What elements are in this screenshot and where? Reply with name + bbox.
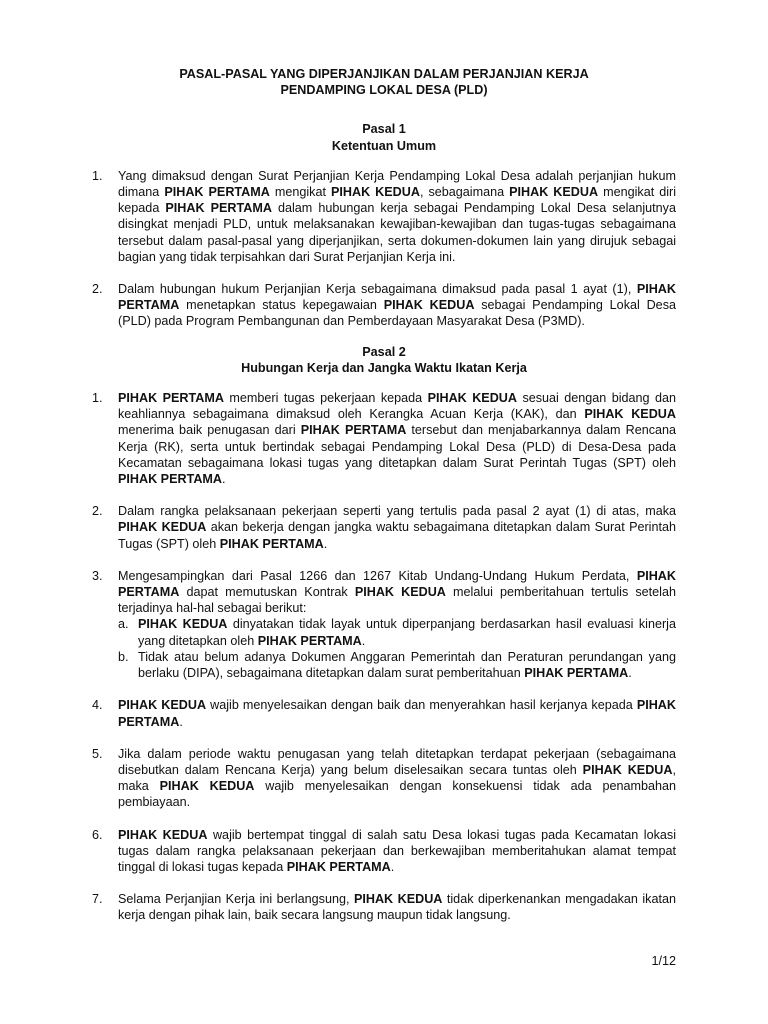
party-name: PIHAK PERTAMA — [118, 698, 676, 729]
pasal-2-item-6 — [92, 827, 676, 876]
item-text: PIHAK PERTAMA memberi tugas pekerjaan kepada PIHAK KEDUA sesuai dengan bidang dan keahliannya sebagaimana dimaksud oleh Kerangka Acuan Kerja (KAK), dan PIHAK KEDUA menerima baik penugasan dari PIHAK PERTAMA tersebut dan menjabarkannya dalam Rencana Kerja (RK), serta untuk bertindak sebagai Pendamping Lokal Desa (PLD) di Desa-Desa pada Kecamatan sebagaimana lokasi tugas yang ditetapkan dalam Surat Perintah Tugas (SPT) oleh PIHAK PERTAMA. — [118, 391, 677, 487]
sub-item-label: a. — [118, 617, 129, 632]
item-text: Selama Perjanjian Kerja ini berlangsung, PIHAK KEDUA tidak diperkenankan mengadakan ikatan kerja dengan pihak lain, baik secara langsung maupun tidak langsung. — [118, 892, 676, 923]
pasal-1-item-2 — [92, 281, 676, 330]
party-name: PIHAK PERTAMA — [257, 633, 362, 648]
item-text: Dalam rangka pelaksanaan pekerjaan seperti yang tertulis pada pasal 2 ayat (1) di atas, maka PIHAK KEDUA akan bekerja dengan jangka waktu sebagaimana ditetapkan dalam Surat Perintah Tugas (SPT) oleh PIHAK PERTAMA. — [118, 504, 676, 551]
item-number: 4. — [92, 698, 103, 713]
pasal-2-item-5 — [92, 746, 676, 811]
document-title-line-2: PENDAMPING LOKAL DESA (PLD) — [280, 83, 488, 98]
party-name: PIHAK KEDUA — [330, 185, 420, 200]
item-text: Dalam hubungan hukum Perjanjian Kerja sebagaimana dimaksud pada pasal 1 ayat (1), PIHAK PERTAMA menetapkan status kepegawaian PIHAK KEDUA sebagai Pendamping Lokal Desa (PLD) pada Program Pembangunan dan Pemberdayaan Masyarakat Desa (P3MD). — [118, 282, 676, 329]
party-name: PIHAK KEDUA — [383, 298, 475, 313]
item-number: 6. — [92, 827, 103, 842]
pasal-1-item-1 — [92, 168, 676, 265]
item-number: 2. — [92, 504, 103, 519]
sub-item-text: PIHAK KEDUA dinyatakan tidak layak untuk diperpanjang berdasarkan hasil evaluasi kinerja yang ditetapkan oleh PIHAK PERTAMA. — [138, 617, 676, 648]
pasal-2-item-1 — [92, 390, 676, 487]
party-name: PIHAK KEDUA — [354, 585, 446, 600]
pasal-2-subheading: Hubungan Kerja dan Jangka Waktu Ikatan Kerja — [241, 360, 527, 375]
pasal-1-subheading: Ketentuan Umum — [331, 138, 437, 153]
party-name: PIHAK KEDUA — [584, 407, 676, 422]
pasal-2-item-7 — [92, 891, 676, 923]
pasal-2-heading: Pasal 2 — [362, 344, 406, 359]
item-text: Jika dalam periode waktu penugasan yang telah ditetapkan terdapat pekerjaan (sebagaimana disebutkan dalam Rencana Kerja) yang belum diselesaikan secara tuntas oleh PIHAK KEDUA, maka PIHAK KEDUA wajib menyelesaikan dengan konsekuensi tidak ada penambahan pembiayaan. — [118, 746, 677, 810]
sub-item-b — [118, 649, 676, 681]
party-name: PIHAK KEDUA — [509, 185, 599, 200]
party-name: PIHAK PERTAMA — [165, 201, 272, 216]
party-name: PIHAK PERTAMA — [118, 568, 676, 600]
sub-item-text: Tidak atau belum adanya Dokumen Anggaran Pemerintah dan Peraturan perundangan yang berlaku (DIPA), sebagaimana ditetapkan dalam surat pemberitahuan PIHAK PERTAMA. — [138, 649, 676, 681]
party-name: PIHAK PERTAMA — [164, 185, 270, 200]
party-name: PIHAK KEDUA — [118, 827, 208, 842]
item-number: 1. — [92, 168, 103, 183]
party-name: PIHAK PERTAMA — [300, 423, 407, 438]
sub-item-a — [118, 616, 676, 648]
item-text: PIHAK KEDUA wajib menyelesaikan dengan baik dan menyerahkan hasil kerjanya kepada PIHAK PERTAMA. — [118, 698, 676, 729]
document-title — [92, 66, 676, 98]
party-name: PIHAK KEDUA — [138, 617, 228, 632]
pasal-1-heading: Pasal 1 — [362, 122, 406, 137]
party-name: PIHAK KEDUA — [118, 520, 207, 535]
pasal-2-item-3 — [92, 568, 676, 681]
item-number: 7. — [92, 892, 103, 907]
item-number: 5. — [92, 746, 103, 761]
pasal-2-item-4 — [92, 697, 676, 729]
pasal-2-item-2 — [92, 503, 676, 552]
party-name: PIHAK PERTAMA — [118, 391, 224, 406]
sub-item-label: b. — [118, 649, 129, 664]
party-name: PIHAK KEDUA — [582, 762, 673, 777]
item-text: Mengesampingkan dari Pasal 1266 dan 1267 Kitab Undang-Undang Hukum Perdata, PIHAK PERTAMA dapat memutuskan Kontrak PIHAK KEDUA melalui pemberitahuan tertulis setelah terjadinya hal-hal sebagai berikut: a. PIHAK KEDUA dinyatakan tidak layak untuk diperpanjang berdasarkan hasil evaluasi kinerja yang ditetapkan oleh PIHAK PERTAMA. b. Tidak atau belum adanya Dokumen Anggaran Pemerintah dan Peraturan perundangan yang berlaku (DIPA), sebagaimana ditetapkan dalam surat pemberitahuan PIHAK PERTAMA. — [118, 568, 676, 681]
party-name: PIHAK PERTAMA — [286, 859, 391, 874]
item-text: PIHAK KEDUA wajib bertempat tinggal di salah satu Desa lokasi tugas pada Kecamatan lokasi tugas dalam rangka pelaksanaan pekerjaan dan berkewajiban memberitahukan alamat tempat tinggal di lokasi tugas kepada PIHAK PERTAMA. — [118, 827, 676, 874]
document-title-line-1: PASAL-PASAL YANG DIPERJANJIKAN DALAM PERJANJIAN KERJA — [179, 67, 589, 81]
party-name: PIHAK KEDUA — [427, 391, 517, 406]
page-number: 1/12 — [651, 954, 676, 968]
party-name: PIHAK PERTAMA — [524, 666, 629, 681]
party-name: PIHAK PERTAMA — [219, 536, 324, 551]
party-name: PIHAK PERTAMA — [118, 282, 676, 313]
item-number: 2. — [92, 282, 103, 297]
party-name: PIHAK KEDUA — [118, 698, 207, 713]
party-name: PIHAK KEDUA — [353, 892, 443, 907]
item-number: 3. — [92, 568, 103, 583]
item-text: Yang dimaksud dengan Surat Perjanjian Kerja Pendamping Lokal Desa adalah perjanjian hukum dimana PIHAK PERTAMA mengikat PIHAK KEDUA, sebagaimana PIHAK KEDUA mengikat diri kepada PIHAK PERTAMA dalam hubungan kerja sebagai Pendamping Lokal Desa selanjutnya disingkat menjadi PLD, untuk melaksanakan kewajiban-kewajiban dan tugas-tugas sebagaimana tersebut dalam pasal-pasal yang diperjanjikan, serta dokumen-dokumen lain yang dirujuk sebagai bagian yang tidak terpisahkan dari Surat Perjanjian Kerja ini. — [118, 168, 677, 264]
party-name: PIHAK PERTAMA — [118, 472, 223, 487]
item-number: 1. — [92, 391, 103, 406]
party-name: PIHAK KEDUA — [159, 779, 255, 794]
